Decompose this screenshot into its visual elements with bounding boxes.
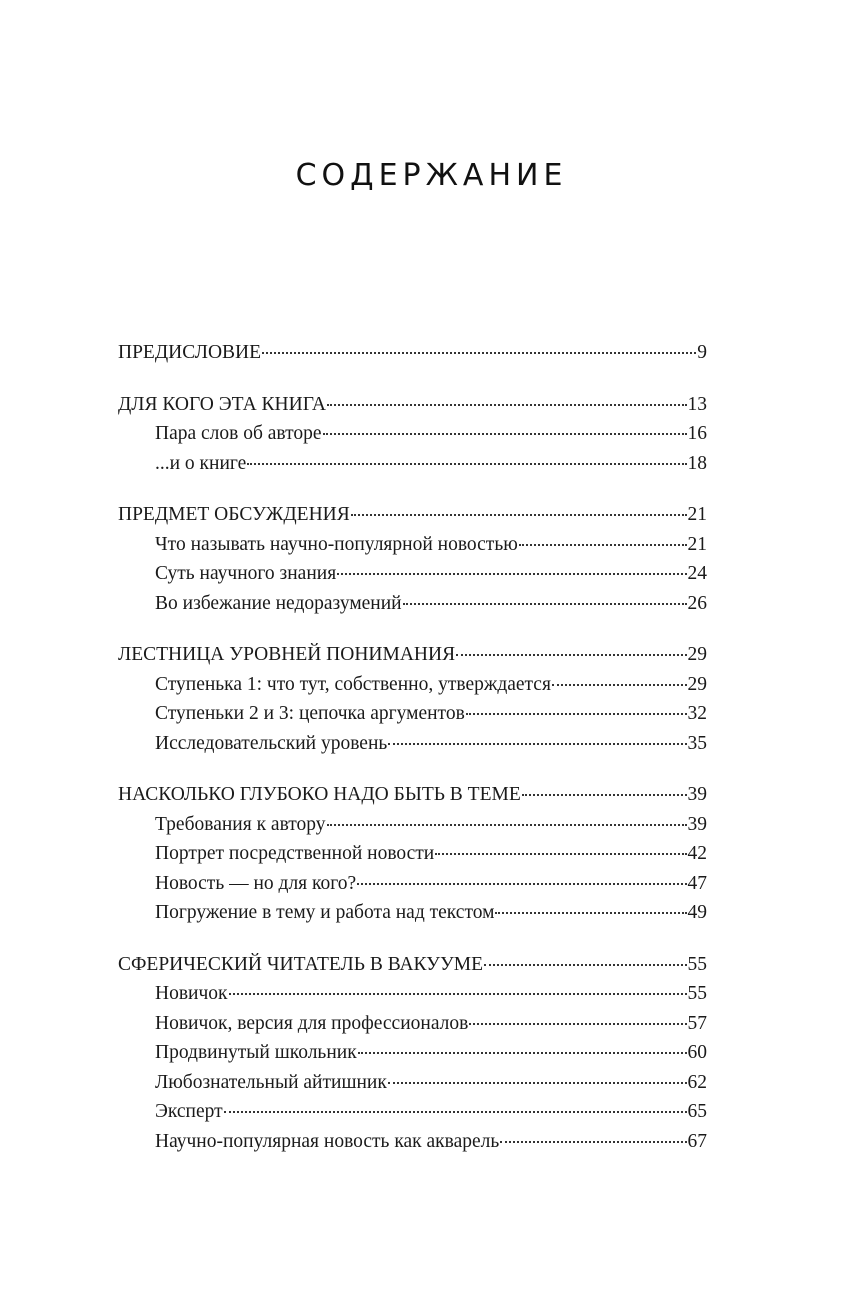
dot-leader xyxy=(466,713,687,715)
dot-leader xyxy=(403,603,687,605)
dot-leader xyxy=(247,463,686,465)
toc-item[interactable] xyxy=(118,869,707,899)
toc-item-label: Погружение в тему и работа над текстом xyxy=(155,902,495,923)
toc-heading-label: НАСКОЛЬКО ГЛУБОКО НАДО БЫТЬ В ТЕМЕ xyxy=(118,784,521,805)
toc-page-number: 55 xyxy=(687,983,707,1004)
dot-leader xyxy=(388,743,686,745)
toc-page-number: 57 xyxy=(687,1012,707,1034)
dot-leader xyxy=(456,654,686,656)
toc-item-label: Эксперт xyxy=(155,1101,223,1122)
dot-leader xyxy=(519,544,687,546)
table-of-contents xyxy=(118,338,707,1178)
dot-leader xyxy=(323,433,687,435)
toc-item[interactable] xyxy=(118,979,707,1009)
toc-page-number: 65 xyxy=(687,1101,707,1122)
toc-page-number: 16 xyxy=(687,423,707,444)
dot-leader xyxy=(388,1082,687,1084)
toc-item-label: Суть научного знания xyxy=(155,563,337,584)
dot-leader xyxy=(224,1111,687,1113)
toc-item[interactable] xyxy=(118,449,707,479)
toc-heading-label: СФЕРИЧЕСКИЙ ЧИТАТЕЛЬ В ВАКУУМЕ xyxy=(118,953,484,975)
toc-item-label: Ступенька 1: что тут, собственно, утверждается xyxy=(155,673,551,695)
toc-item[interactable] xyxy=(118,699,707,729)
toc-item-label: Новость — но для кого? xyxy=(155,872,357,894)
toc-item-label: Портрет посредственной новости xyxy=(155,843,435,864)
toc-heading[interactable] xyxy=(118,780,707,810)
dot-leader xyxy=(351,514,687,516)
toc-item[interactable] xyxy=(118,1127,707,1157)
dot-leader xyxy=(229,993,687,995)
toc-item[interactable] xyxy=(118,419,707,449)
toc-page-number: 32 xyxy=(687,703,707,724)
toc-page-number: 39 xyxy=(687,784,707,805)
toc-item-label: Научно-популярная новость как акварель xyxy=(155,1130,500,1152)
toc-page-number: 21 xyxy=(687,533,707,555)
toc-section xyxy=(118,640,707,758)
dot-leader xyxy=(262,352,696,354)
toc-item-label: Во избежание недоразумений xyxy=(155,592,402,614)
toc-item-label: Пара слов об авторе xyxy=(155,423,322,444)
toc-page-number: 42 xyxy=(687,843,707,864)
toc-item-label: Ступеньки 2 и 3: цепочка аргументов xyxy=(155,703,465,724)
toc-section xyxy=(118,780,707,928)
toc-item[interactable] xyxy=(118,559,707,589)
toc-section xyxy=(118,390,707,479)
toc-item-label: Что называть научно-популярной новостью xyxy=(155,533,518,555)
toc-page-number: 62 xyxy=(687,1071,707,1093)
toc-item[interactable] xyxy=(118,729,707,759)
dot-leader xyxy=(435,853,686,855)
toc-heading-label: ДЛЯ КОГО ЭТА КНИГА xyxy=(118,393,326,415)
dot-leader xyxy=(327,824,687,826)
dot-leader xyxy=(522,794,687,796)
dot-leader xyxy=(495,912,686,914)
toc-page-number: 47 xyxy=(687,872,707,894)
toc-heading[interactable] xyxy=(118,950,707,980)
toc-item-label: Любознательный айтишник xyxy=(155,1071,387,1093)
toc-item[interactable] xyxy=(118,589,707,619)
toc-page-number: 67 xyxy=(687,1130,707,1152)
toc-item[interactable] xyxy=(118,1068,707,1098)
dot-leader xyxy=(357,883,686,885)
toc-item-label: Требования к автору xyxy=(155,813,326,835)
toc-heading[interactable] xyxy=(118,640,707,670)
toc-section xyxy=(118,338,707,368)
dot-leader xyxy=(552,684,687,686)
toc-heading[interactable] xyxy=(118,500,707,530)
toc-item[interactable] xyxy=(118,1038,707,1068)
toc-page-number: 26 xyxy=(687,592,707,614)
toc-item-label: Исследовательский уровень xyxy=(155,732,388,754)
dot-leader xyxy=(484,964,686,966)
toc-item[interactable] xyxy=(118,810,707,840)
toc-section xyxy=(118,950,707,1157)
toc-page-number: 35 xyxy=(687,732,707,754)
toc-heading-label: ПРЕДИСЛОВИЕ xyxy=(118,342,262,363)
toc-page-number: 21 xyxy=(687,504,707,525)
toc-page-number: 9 xyxy=(697,342,707,363)
toc-item-label: Новичок xyxy=(155,983,228,1004)
toc-page-number: 60 xyxy=(687,1042,707,1063)
toc-item[interactable] xyxy=(118,1097,707,1127)
toc-section xyxy=(118,500,707,618)
toc-heading[interactable] xyxy=(118,338,707,368)
toc-item[interactable] xyxy=(118,530,707,560)
toc-heading-label: ЛЕСТНИЦА УРОВНЕЙ ПОНИМАНИЯ xyxy=(118,644,456,665)
toc-page-number: 24 xyxy=(687,563,707,584)
toc-heading[interactable] xyxy=(118,390,707,420)
toc-item-label: Продвинутый школьник xyxy=(155,1042,357,1063)
toc-item-label: ...и о книге xyxy=(155,452,247,474)
toc-item[interactable] xyxy=(118,1009,707,1039)
dot-leader xyxy=(327,404,687,406)
toc-page-number: 39 xyxy=(687,813,707,835)
toc-heading-label: ПРЕДМЕТ ОБСУЖДЕНИЯ xyxy=(118,504,350,525)
toc-item[interactable] xyxy=(118,898,707,928)
toc-page-number: 29 xyxy=(687,673,707,695)
dot-leader xyxy=(337,573,686,575)
dot-leader xyxy=(358,1052,687,1054)
page-title: СОДЕРЖАНИЕ xyxy=(295,158,568,193)
toc-page-number: 49 xyxy=(687,902,707,923)
toc-item[interactable] xyxy=(118,670,707,700)
dot-leader xyxy=(500,1141,686,1143)
toc-item[interactable] xyxy=(118,839,707,869)
toc-page-number: 55 xyxy=(687,953,707,975)
toc-page-number: 18 xyxy=(687,452,707,474)
toc-item-label: Новичок, версия для профессионалов xyxy=(155,1012,469,1034)
toc-page-number: 13 xyxy=(687,393,707,415)
dot-leader xyxy=(469,1023,686,1025)
toc-page-number: 29 xyxy=(687,644,707,665)
